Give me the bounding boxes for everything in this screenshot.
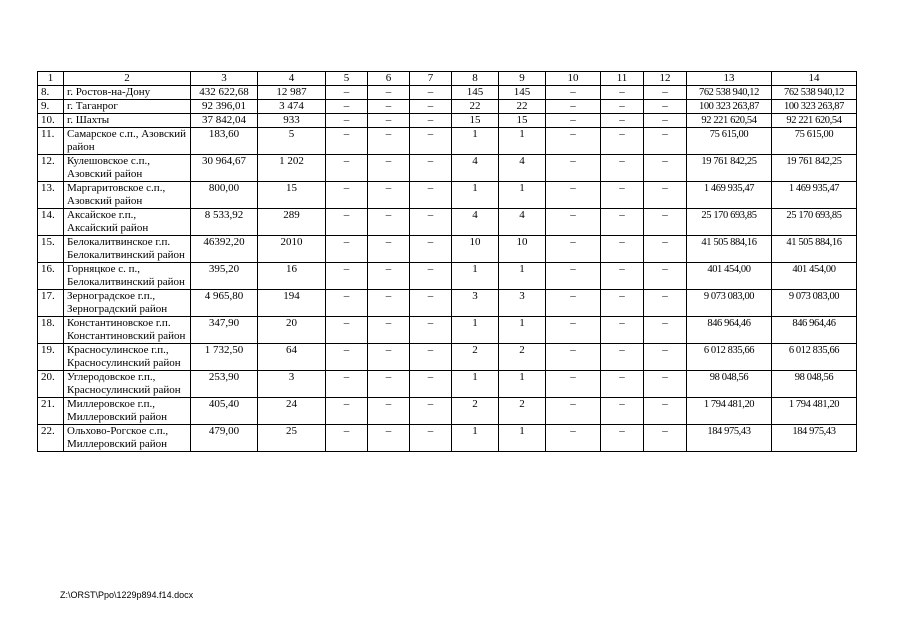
dash-cell: –	[410, 209, 452, 236]
amount-cell: 25 170 693,85	[772, 209, 857, 236]
dash-cell: –	[601, 86, 644, 100]
dash-cell: –	[368, 209, 410, 236]
count-cell: 2	[452, 344, 499, 371]
dash-cell: –	[546, 155, 601, 182]
area-cell: 8 533,92	[191, 209, 258, 236]
dash-cell: –	[326, 86, 368, 100]
count-cell: 4	[499, 209, 546, 236]
data-table	[37, 71, 857, 452]
column-number-cell: 8	[452, 72, 499, 86]
dash-cell: –	[546, 128, 601, 155]
dash-cell: –	[546, 100, 601, 114]
count-cell: 1	[499, 317, 546, 344]
table-row	[38, 114, 857, 128]
dash-cell: –	[326, 182, 368, 209]
area-cell: 479,00	[191, 425, 258, 452]
count-cell: 15	[452, 114, 499, 128]
dash-cell: –	[410, 344, 452, 371]
row-number-cell: 22.	[38, 425, 64, 452]
municipality-name-cell: Зерноградское г.п., Зерноградский район	[64, 290, 191, 317]
dash-cell: –	[546, 114, 601, 128]
amount-cell: 762 538 940,12	[772, 86, 857, 100]
dash-cell: –	[601, 100, 644, 114]
municipality-name-cell: г. Ростов-на-Дону	[64, 86, 191, 100]
dash-cell: –	[410, 114, 452, 128]
dash-cell: –	[410, 425, 452, 452]
count-cell: 10	[452, 236, 499, 263]
column-number-cell: 14	[772, 72, 857, 86]
dash-cell: –	[326, 425, 368, 452]
amount-cell: 98 048,56	[687, 371, 772, 398]
municipality-name-cell: Аксайское г.п., Аксайский район	[64, 209, 191, 236]
amount-cell: 184 975,43	[772, 425, 857, 452]
dash-cell: –	[410, 128, 452, 155]
dash-cell: –	[326, 317, 368, 344]
area-cell: 92 396,01	[191, 100, 258, 114]
amount-cell: 762 538 940,12	[687, 86, 772, 100]
count-cell: 2	[452, 398, 499, 425]
count-cell: 1	[499, 182, 546, 209]
file-path-footer: Z:\ORST\Ppo\1229p894.f14.docx	[60, 590, 194, 600]
residents-cell: 24	[258, 398, 326, 425]
dash-cell: –	[644, 86, 687, 100]
table-row	[38, 236, 857, 263]
dash-cell: –	[546, 317, 601, 344]
amount-cell: 9 073 083,00	[687, 290, 772, 317]
dash-cell: –	[601, 425, 644, 452]
row-number-cell: 12.	[38, 155, 64, 182]
dash-cell: –	[368, 317, 410, 344]
residents-cell: 3 474	[258, 100, 326, 114]
area-cell: 347,90	[191, 317, 258, 344]
dash-cell: –	[601, 317, 644, 344]
dash-cell: –	[368, 398, 410, 425]
area-cell: 395,20	[191, 263, 258, 290]
row-number-cell: 8.	[38, 86, 64, 100]
residents-cell: 64	[258, 344, 326, 371]
municipality-name-cell: Ольхово-Рогское с.п., Миллеровский район	[64, 425, 191, 452]
table-row	[38, 425, 857, 452]
dash-cell: –	[368, 344, 410, 371]
dash-cell: –	[644, 209, 687, 236]
residents-cell: 25	[258, 425, 326, 452]
dash-cell: –	[410, 371, 452, 398]
amount-cell: 846 964,46	[772, 317, 857, 344]
dash-cell: –	[644, 236, 687, 263]
column-number-cell: 10	[546, 72, 601, 86]
dash-cell: –	[644, 398, 687, 425]
count-cell: 4	[452, 209, 499, 236]
row-number-cell: 19.	[38, 344, 64, 371]
count-cell: 145	[499, 86, 546, 100]
count-cell: 2	[499, 344, 546, 371]
dash-cell: –	[644, 128, 687, 155]
column-number-cell: 13	[687, 72, 772, 86]
residents-cell: 289	[258, 209, 326, 236]
dash-cell: –	[546, 236, 601, 263]
row-number-cell: 13.	[38, 182, 64, 209]
dash-cell: –	[601, 209, 644, 236]
count-cell: 1	[499, 263, 546, 290]
row-number-cell: 21.	[38, 398, 64, 425]
count-cell: 1	[452, 182, 499, 209]
count-cell: 1	[452, 425, 499, 452]
column-number-cell: 3	[191, 72, 258, 86]
count-cell: 1	[452, 317, 499, 344]
dash-cell: –	[326, 263, 368, 290]
residents-cell: 1 202	[258, 155, 326, 182]
dash-cell: –	[368, 128, 410, 155]
row-number-cell: 16.	[38, 263, 64, 290]
dash-cell: –	[410, 155, 452, 182]
row-number-cell: 17.	[38, 290, 64, 317]
row-number-cell: 15.	[38, 236, 64, 263]
dash-cell: –	[644, 182, 687, 209]
table-row	[38, 317, 857, 344]
dash-cell: –	[368, 100, 410, 114]
count-cell: 3	[452, 290, 499, 317]
dash-cell: –	[546, 86, 601, 100]
amount-cell: 75 615,00	[772, 128, 857, 155]
column-number-cell: 9	[499, 72, 546, 86]
municipality-name-cell: Константиновское г.п. Константиновский район	[64, 317, 191, 344]
dash-cell: –	[410, 86, 452, 100]
row-number-cell: 10.	[38, 114, 64, 128]
dash-cell: –	[368, 290, 410, 317]
amount-cell: 1 469 935,47	[687, 182, 772, 209]
dash-cell: –	[601, 128, 644, 155]
area-cell: 432 622,68	[191, 86, 258, 100]
column-number-cell: 5	[326, 72, 368, 86]
dash-cell: –	[326, 398, 368, 425]
dash-cell: –	[410, 100, 452, 114]
dash-cell: –	[601, 371, 644, 398]
column-number-cell: 7	[410, 72, 452, 86]
count-cell: 10	[499, 236, 546, 263]
table-row	[38, 371, 857, 398]
municipality-name-cell: Белокалитвинское г.п. Белокалитвинский район	[64, 236, 191, 263]
dash-cell: –	[368, 263, 410, 290]
dash-cell: –	[368, 155, 410, 182]
amount-cell: 1 794 481,20	[772, 398, 857, 425]
count-cell: 4	[452, 155, 499, 182]
dash-cell: –	[326, 100, 368, 114]
amount-cell: 41 505 884,16	[772, 236, 857, 263]
table-row	[38, 209, 857, 236]
table-row	[38, 86, 857, 100]
dash-cell: –	[326, 344, 368, 371]
dash-cell: –	[546, 182, 601, 209]
municipality-name-cell: Углеродовское г.п., Красносулинский район	[64, 371, 191, 398]
table-row	[38, 182, 857, 209]
amount-cell: 184 975,43	[687, 425, 772, 452]
dash-cell: –	[644, 371, 687, 398]
residents-cell: 194	[258, 290, 326, 317]
amount-cell: 19 761 842,25	[687, 155, 772, 182]
column-number-cell: 2	[64, 72, 191, 86]
count-cell: 2	[499, 398, 546, 425]
amount-cell: 75 615,00	[687, 128, 772, 155]
area-cell: 405,40	[191, 398, 258, 425]
dash-cell: –	[601, 398, 644, 425]
dash-cell: –	[644, 317, 687, 344]
column-number-cell: 1	[38, 72, 64, 86]
table-body	[38, 72, 857, 452]
dash-cell: –	[644, 263, 687, 290]
area-cell: 4 965,80	[191, 290, 258, 317]
row-number-cell: 18.	[38, 317, 64, 344]
dash-cell: –	[644, 425, 687, 452]
dash-cell: –	[410, 398, 452, 425]
row-number-cell: 11.	[38, 128, 64, 155]
dash-cell: –	[410, 236, 452, 263]
dash-cell: –	[410, 317, 452, 344]
dash-cell: –	[546, 209, 601, 236]
municipality-name-cell: Маргаритовское с.п., Азовский район	[64, 182, 191, 209]
area-cell: 253,90	[191, 371, 258, 398]
dash-cell: –	[601, 344, 644, 371]
dash-cell: –	[326, 114, 368, 128]
municipality-name-cell: Красносулинское г.п., Красносулинский район	[64, 344, 191, 371]
count-cell: 22	[499, 100, 546, 114]
dash-cell: –	[326, 209, 368, 236]
residents-cell: 20	[258, 317, 326, 344]
municipality-name-cell: Горняцкое с. п., Белокалитвинский район	[64, 263, 191, 290]
residents-cell: 3	[258, 371, 326, 398]
dash-cell: –	[368, 236, 410, 263]
residents-cell: 15	[258, 182, 326, 209]
dash-cell: –	[601, 182, 644, 209]
count-cell: 22	[452, 100, 499, 114]
dash-cell: –	[601, 290, 644, 317]
count-cell: 1	[499, 128, 546, 155]
row-number-cell: 14.	[38, 209, 64, 236]
amount-cell: 1 469 935,47	[772, 182, 857, 209]
amount-cell: 25 170 693,85	[687, 209, 772, 236]
municipality-name-cell: г. Шахты	[64, 114, 191, 128]
dash-cell: –	[601, 114, 644, 128]
table-row	[38, 344, 857, 371]
table-row	[38, 398, 857, 425]
count-cell: 1	[452, 263, 499, 290]
amount-cell: 9 073 083,00	[772, 290, 857, 317]
dash-cell: –	[326, 290, 368, 317]
amount-cell: 401 454,00	[772, 263, 857, 290]
dash-cell: –	[410, 290, 452, 317]
column-number-cell: 4	[258, 72, 326, 86]
amount-cell: 6 012 835,66	[772, 344, 857, 371]
area-cell: 1 732,50	[191, 344, 258, 371]
dash-cell: –	[644, 114, 687, 128]
count-cell: 1	[452, 128, 499, 155]
dash-cell: –	[644, 155, 687, 182]
amount-cell: 92 221 620,54	[687, 114, 772, 128]
area-cell: 46392,20	[191, 236, 258, 263]
amount-cell: 1 794 481,20	[687, 398, 772, 425]
dash-cell: –	[410, 182, 452, 209]
dash-cell: –	[326, 371, 368, 398]
amount-cell: 846 964,46	[687, 317, 772, 344]
row-number-cell: 9.	[38, 100, 64, 114]
residents-cell: 16	[258, 263, 326, 290]
municipality-name-cell: Самарское с.п., Азовский район	[64, 128, 191, 155]
municipality-name-cell: Миллеровское г.п., Миллеровский район	[64, 398, 191, 425]
column-number-row	[38, 72, 857, 86]
residents-cell: 933	[258, 114, 326, 128]
dash-cell: –	[368, 182, 410, 209]
dash-cell: –	[546, 263, 601, 290]
dash-cell: –	[644, 290, 687, 317]
municipality-name-cell: г. Таганрог	[64, 100, 191, 114]
count-cell: 4	[499, 155, 546, 182]
column-number-cell: 12	[644, 72, 687, 86]
table-row	[38, 100, 857, 114]
dash-cell: –	[410, 263, 452, 290]
municipality-name-cell: Кулешовское с.п., Азовский район	[64, 155, 191, 182]
dash-cell: –	[546, 425, 601, 452]
dash-cell: –	[546, 398, 601, 425]
residents-cell: 12 987	[258, 86, 326, 100]
area-cell: 800,00	[191, 182, 258, 209]
column-number-cell: 11	[601, 72, 644, 86]
table-row	[38, 290, 857, 317]
count-cell: 15	[499, 114, 546, 128]
dash-cell: –	[368, 371, 410, 398]
dash-cell: –	[601, 155, 644, 182]
amount-cell: 401 454,00	[687, 263, 772, 290]
count-cell: 145	[452, 86, 499, 100]
column-number-cell: 6	[368, 72, 410, 86]
count-cell: 1	[452, 371, 499, 398]
count-cell: 3	[499, 290, 546, 317]
dash-cell: –	[546, 344, 601, 371]
dash-cell: –	[644, 344, 687, 371]
table-row	[38, 128, 857, 155]
table-row	[38, 155, 857, 182]
amount-cell: 100 323 263,87	[687, 100, 772, 114]
dash-cell: –	[326, 155, 368, 182]
amount-cell: 6 012 835,66	[687, 344, 772, 371]
dash-cell: –	[601, 263, 644, 290]
dash-cell: –	[368, 425, 410, 452]
dash-cell: –	[644, 100, 687, 114]
dash-cell: –	[546, 371, 601, 398]
dash-cell: –	[326, 128, 368, 155]
dash-cell: –	[368, 86, 410, 100]
amount-cell: 92 221 620,54	[772, 114, 857, 128]
amount-cell: 100 323 263,87	[772, 100, 857, 114]
area-cell: 37 842,04	[191, 114, 258, 128]
dash-cell: –	[601, 236, 644, 263]
amount-cell: 98 048,56	[772, 371, 857, 398]
dash-cell: –	[326, 236, 368, 263]
count-cell: 1	[499, 425, 546, 452]
table-row	[38, 263, 857, 290]
area-cell: 183,60	[191, 128, 258, 155]
area-cell: 30 964,67	[191, 155, 258, 182]
residents-cell: 2010	[258, 236, 326, 263]
amount-cell: 19 761 842,25	[772, 155, 857, 182]
row-number-cell: 20.	[38, 371, 64, 398]
dash-cell: –	[368, 114, 410, 128]
count-cell: 1	[499, 371, 546, 398]
residents-cell: 5	[258, 128, 326, 155]
amount-cell: 41 505 884,16	[687, 236, 772, 263]
dash-cell: –	[546, 290, 601, 317]
